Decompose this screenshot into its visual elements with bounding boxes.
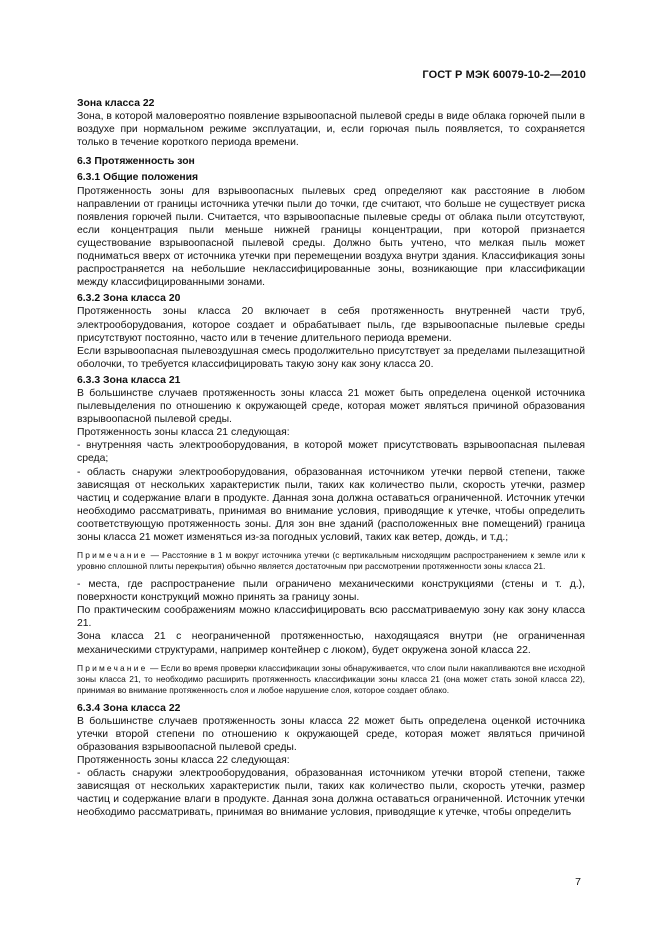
section-6-3-4-para-1: В большинстве случаев протяженность зоны класса 22 может быть определена оценкой источника утечки второй степени по отношению к окружающей среде, которая может являться причиной образования взрывоопасной пылевой среды.	[77, 715, 585, 753]
zone22-definition: Зона, в которой маловероятно появление взрывоопасной пылевой среды в виде облака горючей пыли в воздухе при нормальном режиме эксплуатации, и, если горючая пыль появляется, то сохраняется только в течение короткого периода времени.	[77, 111, 585, 149]
note-1-label: Примечание	[77, 550, 148, 561]
section-6-3-3-para-3: По практическим соображениям можно классифицировать всю рассматриваемую зону как зону класса 21.	[77, 605, 585, 630]
document-header: ГОСТ Р МЭК 60079-10-2—2010	[422, 69, 586, 81]
section-6-3-1-title: 6.3.1 Общие положения	[77, 172, 199, 184]
note-2-label: Примечание	[77, 662, 148, 673]
note-1	[77, 550, 585, 572]
section-6-3-2-title: 6.3.2 Зона класса 20	[77, 293, 181, 305]
section-6-3-3-bullet-1: - внутренняя часть электрооборудования, в которой может присутствовать взрывоопасная пылевая среда;	[77, 440, 585, 465]
section-6-3-4-title: 6.3.4 Зона класса 22	[77, 702, 181, 714]
section-6-3-3-bullet-2: - область снаружи электрооборудования, образованная источником утечки первой степени, также зависящая от нескольких характеристик пыли, таких как количество пыли, скорость утечки, размер частиц и содержание влаги в продукте. Данная зона должна оставаться ограниченной. Источник утечки необходимо рассматривать, принимая во внимание условия, приводящие к утечке, чтобы определить соответствующую протяженность зоны. Для зон вне зданий (расположенных вне помещений) граница зоны класса 21 может изменяться из-за погодных условий, таких как ветер, дождь, и т.д.;	[77, 466, 585, 543]
section-6-3-4-para-2: Протяженность зоны класса 22 следующая:	[77, 755, 290, 767]
section-6-3-3-para-4: Зона класса 21 с неограниченной протяженностью, находящаяся внутри (не ограниченная механическими структурами, например контейнер с люком), будет окружена зоной класса 22.	[77, 631, 585, 656]
section-6-3-3-para-1: В большинстве случаев протяженность зоны класса 21 может быть определена оценкой источника пылевыделения по отношению к окружающей среде, которая может являться причиной образования взрывоопасной пылевой среды.	[77, 387, 585, 426]
zone22-title: Зона класса 22	[77, 98, 155, 109]
section-6-3-3-para-2: Протяженность зоны класса 21 следующая:	[77, 427, 290, 439]
section-6-3-3-title: 6.3.3 Зона класса 21	[77, 374, 181, 386]
section-6-3-2-para-2: Если взрывоопасная пылевоздушная смесь продолжительно присутствует за пределами пылезащитной оболочки, то требуется классифицировать такую зону как зону класса 20.	[77, 345, 585, 370]
page-number: 7	[575, 876, 581, 888]
section-6-3-title: 6.3 Протяженность зон	[77, 156, 195, 168]
section-6-3-2-para-1: Протяженность зоны класса 20 включает в себя протяженность внутренней части труб, электрооборудования, которое создает и обрабатывает пыль, где взрывоопасные пылевые среды присутствуют постоянно, часто или в течение длительного периода времени.	[77, 306, 585, 344]
document-body	[77, 94, 585, 820]
section-6-3-4-bullet-1: - область снаружи электрооборудования, образованная источником утечки второй степени, также зависящая от нескольких характеристик пыли, таких как количество пыли, скорость утечки, размер частиц и содержание влаги в продукте. Данная зона должна оставаться ограниченной. Источник утечки необходимо рассматривать, принимая во внимание условия, приводящие к утечке, чтобы определить	[77, 768, 585, 819]
note-2	[77, 663, 585, 696]
section-6-3-3-bullet-3: - места, где распространение пыли ограничено механическими конструкциями (стены и т. д.), поверхности конструкций можно принять за границу зоны.	[77, 579, 585, 604]
note-2-text: — Если во время проверки классификации зоны обнаруживается, что слои пыли накапливаются вне исходной зоны класса 21, то необходимо расширить протяженность классификации зоны класса 21 (она может стать зоной класса 22), принимая во внимание протяженность слоя и любое нарушение слоя, которое создает облако.	[77, 662, 586, 695]
note-1-text: — Расстояние в 1 м вокруг источника утечки (с вертикальным нисходящим распространением к земле или к уровню сплошной плиты перекрытия) обычно является достаточным при рассмотрении протяженности зоны класса 21.	[77, 550, 586, 572]
section-6-3-1-text: Протяженность зоны для взрывоопасных пылевых сред определяют как расстояние в любом направлении от границы источника утечки пыли до точки, где считают, что больше не существует риска появления горючей пыли. Считается, что взрывоопасные пылевые среды от облака пыли отсутствуют, если концентрация пыли меньше нижней границы концентрации, при которой признается существование взрывоопасной пылевой среды. Должно быть учтено, что мелкая пыль может подниматься вверх от источника утечки при перемещении воздуха внутри здания. Классификация зоны распространяется на небольшие неклассифицированные зоны, возникающие при классификации между классифицированными зонами.	[77, 185, 585, 289]
